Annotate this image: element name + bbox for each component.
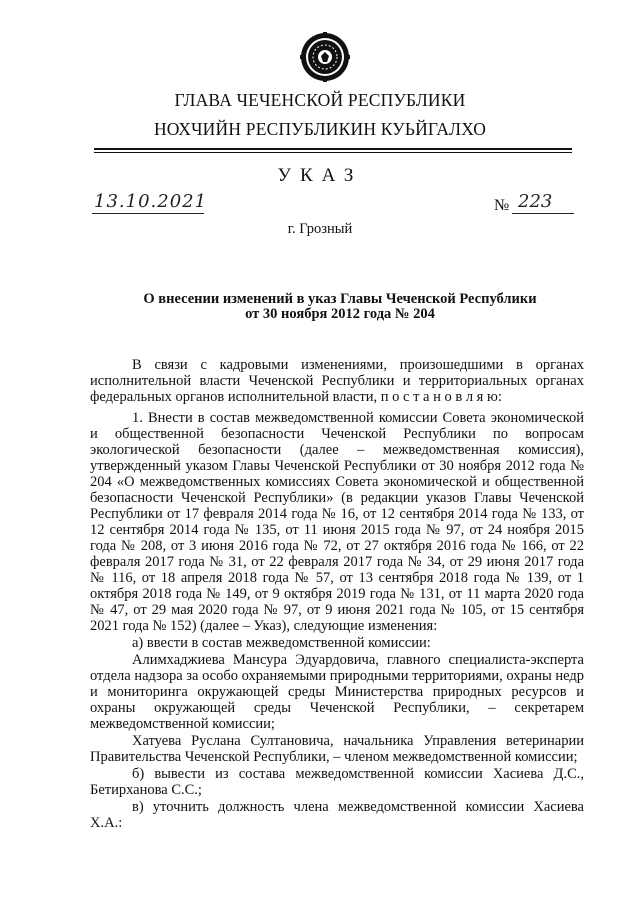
paragraph-item-c: в) уточнить должность члена межведомственной комиссии Хасиева Х.А.: [90,799,584,831]
paragraph-item-1: 1. Внести в состав межведомственной комиссии Совета экономической и общественной безопасности Чеченской Республики по вопросам экологической безопасности (далее – межведомственная комиссия), утвержденный указом Главы Чеченской Республики от 30 ноября 2012 года № 204 «О межведомственных комиссиях Совета экономической и общественной безопасности Чеченской Республики» (в редакции указов Главы Чеченской Республики от 17 февраля 2014 года № 16, от 12 сентября 2014 года № 133, от 12 сентября 2014 года № 135, от 11 июня 2015 года № 97, от 24 ноября 2015 года № 208, от 3 июня 2016 года № 72, от 27 октября 2016 года № 166, от 22 февраля 2017 года № 31, от 22 февраля 2017 года № 34, от 29 июня 2017 года № 116, от 18 апреля 2018 года № 57, от 13 сентября 2018 года № 139, от 1 октября 2018 года № 149, от 9 октября 2019 года № 131, от 11 марта 2020 года № 47, от 29 мая 2020 года № 97, от 9 июня 2021 года № 105, от 15 сентября 2021 года № 152) (далее – Указ), следующие изменения: [90,410,584,634]
paragraph-person-2: Хатуева Руслана Султановича, начальника Управления ветеринарии Правительства Чеченской Республики, – членом межведомственной комиссии; [90,733,584,765]
number-field [512,191,574,217]
header-divider-thin [94,152,572,153]
date-value: 13.10.2021 [94,191,208,212]
document-title [100,292,580,322]
coat-of-arms-emblem [300,32,350,82]
title-line-2: от 30 ноября 2012 года № 204 [245,306,435,322]
number-underline [512,213,574,214]
document-body [90,357,584,831]
date-field [92,191,208,217]
paragraph-intro: В связи с кадровыми изменениями, произошедшими в органах исполнительной власти Чеченской Республики и территориальных органах федеральных органов исполнительной власти, п о с т а н о в л я ю: [90,357,584,405]
paragraph-item-b: б) вывести из состава межведомственной комиссии Хасиева Д.С., Бетирханова С.С.; [90,766,584,798]
number-label: № [494,197,510,214]
paragraph-person-1: Алимхаджиева Мансура Эдуардовича, главного специалиста-эксперта отдела надзора за особо охраняемыми природными территориями, охраны недр и мониторинга окружающей среды Министерства природных ресурсов и охраны окружающей среды Чеченской Республики, – секретарем межведомственной комиссии; [90,652,584,732]
number-value: 223 [518,191,553,212]
date-underline [92,213,204,214]
document-type: УКАЗ [277,165,363,186]
header-title-chechen: НОХЧИЙН РЕСПУБЛИКИН КУЬЙГАЛХО [153,119,487,139]
header-divider-thick [94,148,572,150]
city: г. Грозный [287,221,353,237]
paragraph-item-a: а) ввести в состав межведомственной комиссии: [132,635,431,651]
header-title-russian: ГЛАВА ЧЕЧЕНСКОЙ РЕСПУБЛИКИ [174,90,466,110]
title-line-1: О внесении изменений в указ Главы Чеченской Республики [143,291,537,307]
